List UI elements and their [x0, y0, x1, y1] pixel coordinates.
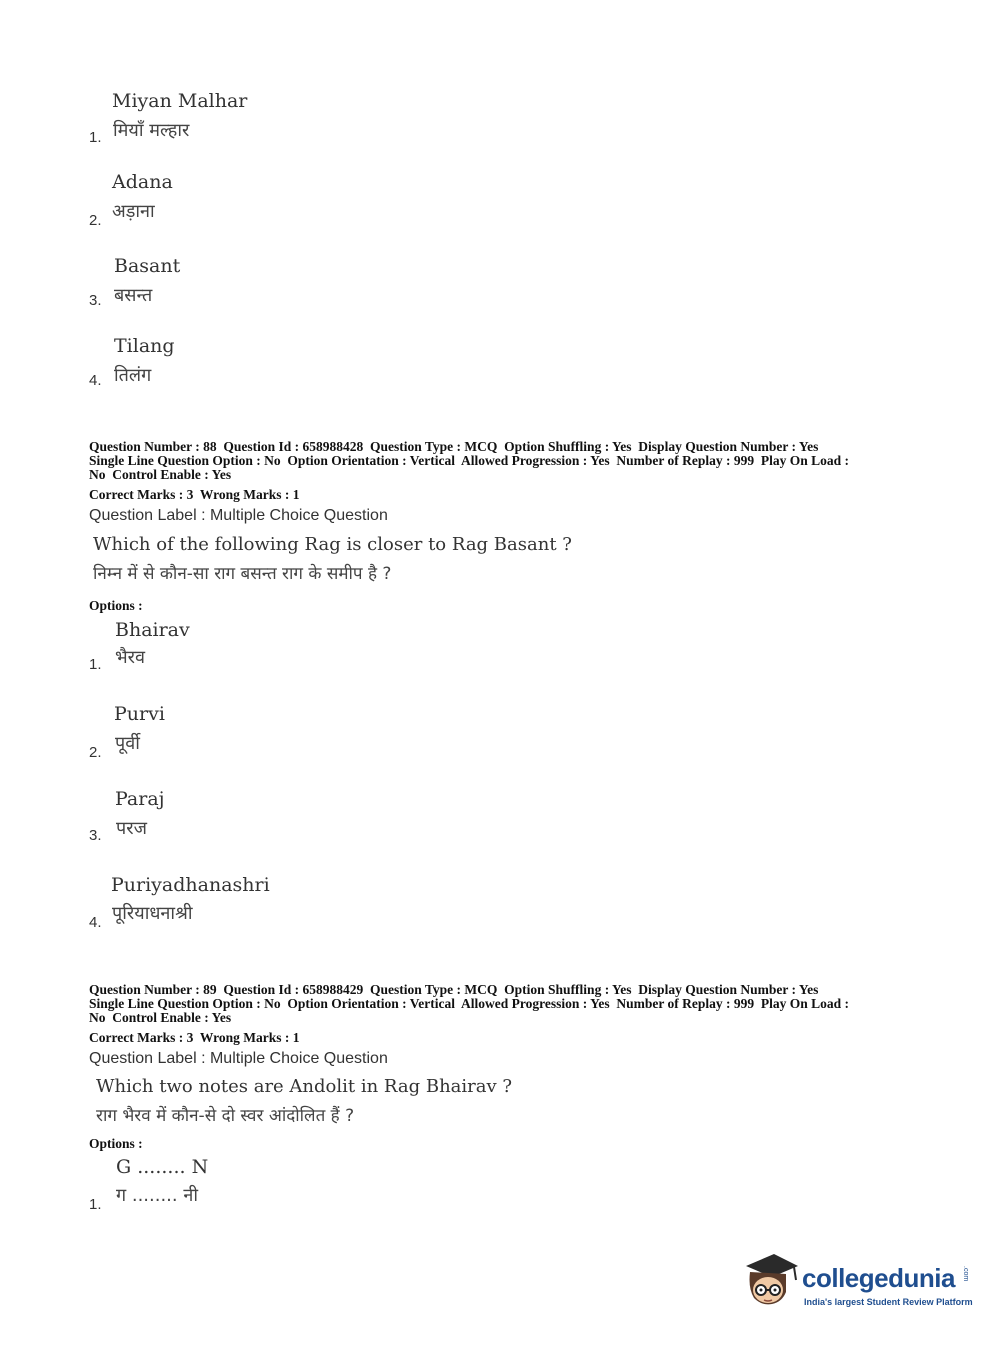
question-label: Question Label : Multiple Choice Question — [89, 1050, 388, 1067]
option-text-hi: बसन्त — [114, 285, 153, 306]
option-text-hi: भैरव — [115, 647, 146, 668]
question-text-hi: राग भैरव में कौन-से दो स्वर आंदोलित हैं ? — [96, 1106, 355, 1126]
option-text-hi: पूर्वी — [115, 733, 140, 754]
option-text-en: Purvi — [114, 703, 165, 725]
option-text-en: G ........ N — [116, 1156, 209, 1178]
mascot-icon — [742, 1250, 800, 1310]
options-heading: Options : — [89, 598, 143, 613]
option-number: 4. — [89, 914, 102, 931]
question-label: Question Label : Multiple Choice Question — [89, 507, 388, 524]
question-marks: Correct Marks : 3 Wrong Marks : 1 — [89, 487, 300, 502]
logo-wordmark: collegedunia — [802, 1263, 955, 1293]
question-marks: Correct Marks : 3 Wrong Marks : 1 — [89, 1030, 300, 1045]
option-text-hi: पूरियाधनाश्री — [112, 903, 193, 924]
option-text-en: Basant — [114, 255, 181, 277]
question-text-en: Which of the following Rag is closer to Rag Basant ? — [93, 534, 572, 555]
question-text-hi: निम्न में से कौन-सा राग बसन्त राग के समीप है ? — [93, 564, 392, 584]
option-number: 1. — [89, 656, 102, 673]
option-number: 2. — [89, 744, 102, 761]
option-text-en: Adana — [112, 171, 173, 193]
option-text-hi: तिलंग — [114, 365, 152, 386]
question-meta-line-3: No Control Enable : Yes — [89, 467, 232, 482]
question-meta-line-2: Single Line Question Option : No Option Orientation : Vertical Allowed Progression : Yes Number of Replay : 999 Play On Load : — [89, 453, 850, 468]
option-text-hi: ग ........ नी — [116, 1185, 199, 1206]
question-meta-line-1: Question Number : 88 Question Id : 658988428 Question Type : MCQ Option Shuffling : Yes Display Question Number : Yes — [89, 439, 819, 454]
question-text-en: Which two notes are Andolit in Rag Bhairav ? — [96, 1076, 513, 1097]
option-text-en: Tilang — [114, 335, 175, 357]
option-number: 4. — [89, 372, 102, 389]
collegedunia-logo[interactable] — [742, 1250, 972, 1314]
option-text-hi: अड़ाना — [112, 201, 155, 222]
question-meta-line-3: No Control Enable : Yes — [89, 1010, 232, 1025]
logo-suffix: .com — [962, 1266, 969, 1282]
option-text-en: Miyan Malhar — [112, 90, 248, 112]
option-text-hi: परज — [116, 818, 147, 839]
option-number: 1. — [89, 1196, 102, 1213]
option-number: 2. — [89, 212, 102, 229]
option-text-en: Puriyadhanashri — [111, 874, 270, 896]
question-meta-line-2: Single Line Question Option : No Option Orientation : Vertical Allowed Progression : Yes Number of Replay : 999 Play On Load : — [89, 996, 850, 1011]
logo-tagline: India's largest Student Review Platform — [804, 1297, 973, 1307]
option-text-hi: मियाँ मल्हार — [113, 120, 190, 141]
question-meta-line-1: Question Number : 89 Question Id : 658988429 Question Type : MCQ Option Shuffling : Yes Display Question Number : Yes — [89, 982, 819, 997]
option-number: 1. — [89, 129, 102, 146]
option-number: 3. — [89, 292, 102, 309]
option-number: 3. — [89, 827, 102, 844]
option-text-en: Paraj — [115, 788, 165, 810]
options-heading: Options : — [89, 1136, 143, 1151]
option-text-en: Bhairav — [115, 619, 190, 641]
